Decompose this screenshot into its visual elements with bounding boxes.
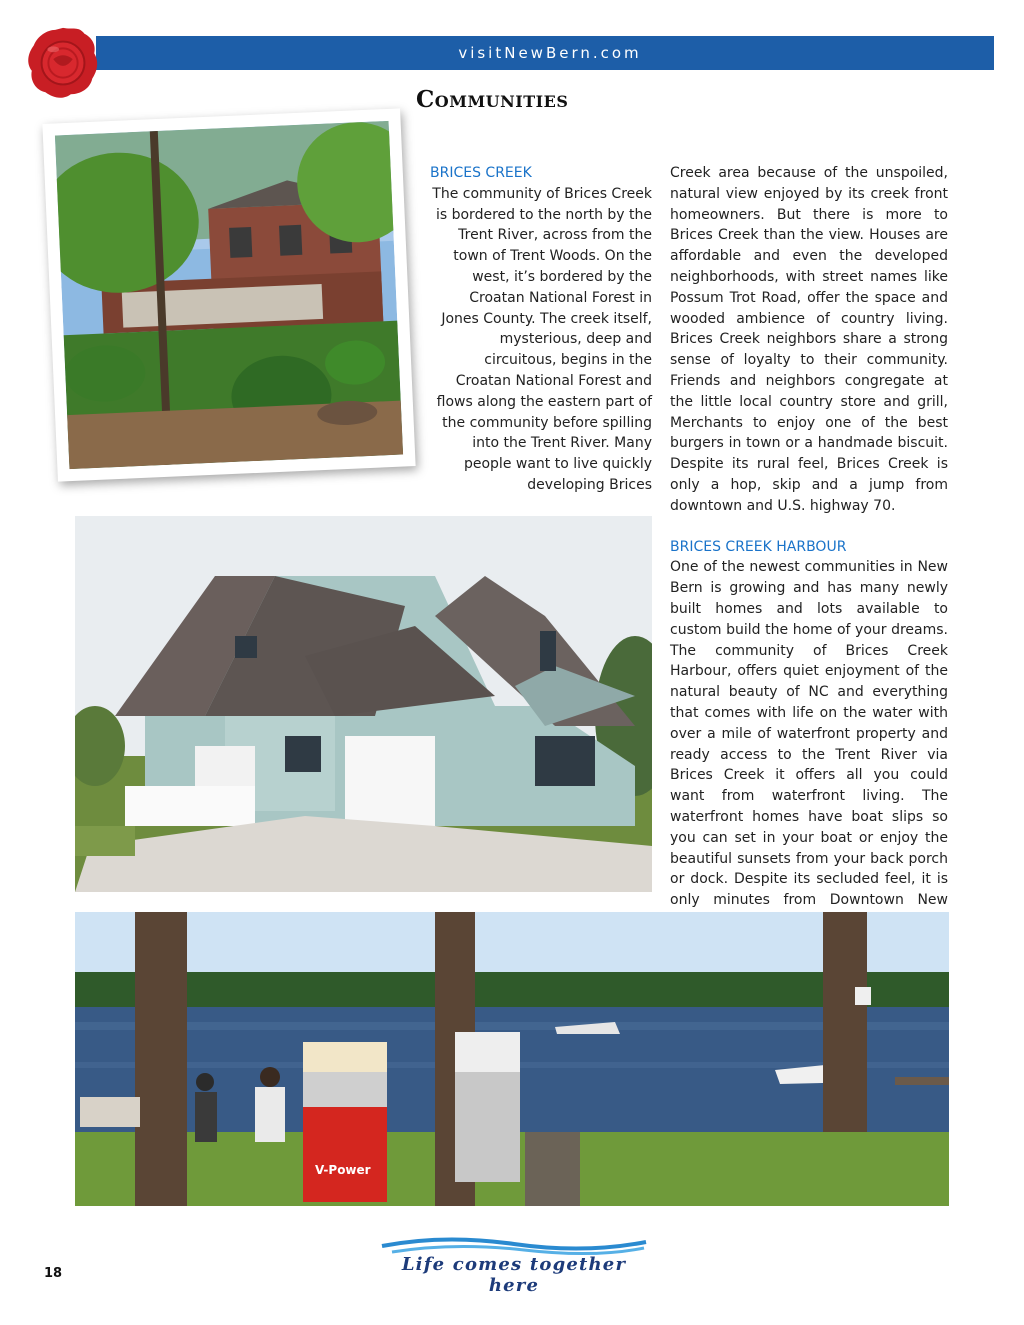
site-header-bar xyxy=(96,36,994,70)
brices-creek-left-column xyxy=(430,163,652,496)
brices-creek-harbour-body: One of the newest communities in New Bern is growing and has many newly built homes and lots available to custom build the home of your dreams. The community of Brices Creek Harbour, offers quiet enjoyment of the natural beauty of NC and everything that comes with life on the water with over a mile of waterfront property and ready access to the Trent River via Brices Creek it offers all you could want from waterfront living. The waterfront homes have boat slips so you can set in your boat or enjoy the beautiful sunsets from your back porch or dock. Despite its secluded feel, it is only minutes from Downtown New xyxy=(670,559,948,909)
wax-seal-icon xyxy=(24,24,102,102)
brices-creek-body-right: Creek area because of the unspoiled, natural view enjoyed by its creek front homeowners. But there is more to Brices Creek than the view. Houses are affordable and even the developed neighborhoods, with street names like Possum Trot Road, offer the space and wooded ambience of country living. Brices Creek neighbors share a strong sense of loyalty to their community. Friends and neighbors congregate at the little local country store and grill, Merchants to enjoy one of the best burgers in town or a handmade biscuit. Despite its rural feel, Brices Creek is only a hop, skip and a jump from downtown and U.S. highway 70. xyxy=(670,165,948,514)
page-number: 18 xyxy=(44,1266,63,1281)
footer-tagline: Life comes together here xyxy=(401,1254,627,1296)
site-url: visitNewBern.com xyxy=(458,44,642,62)
page-title: Communities xyxy=(416,86,569,113)
brices-creek-heading: BRICES CREEK xyxy=(430,165,532,181)
brices-creek-photo xyxy=(42,108,415,481)
right-column xyxy=(670,163,948,932)
pump-brand-label: V-Power xyxy=(315,1163,371,1177)
brices-creek-body-left: The community of Brices Creek is bordered to the north by the Trent River, across from the town of Trent Woods. On the west, it’s bordered by the Croatan National Forest in Jones County. The creek itself, mysterious, deep and circuitous, begins in the Croatan National Forest and flows along the eastern part of the community before spilling into the Trent River. Many people want to live quickly developing Brices xyxy=(432,185,652,493)
river-marina-photo xyxy=(75,912,949,1206)
brices-creek-harbour-heading: BRICES CREEK HARBOUR xyxy=(670,538,847,555)
harbour-house-photo xyxy=(75,516,652,892)
